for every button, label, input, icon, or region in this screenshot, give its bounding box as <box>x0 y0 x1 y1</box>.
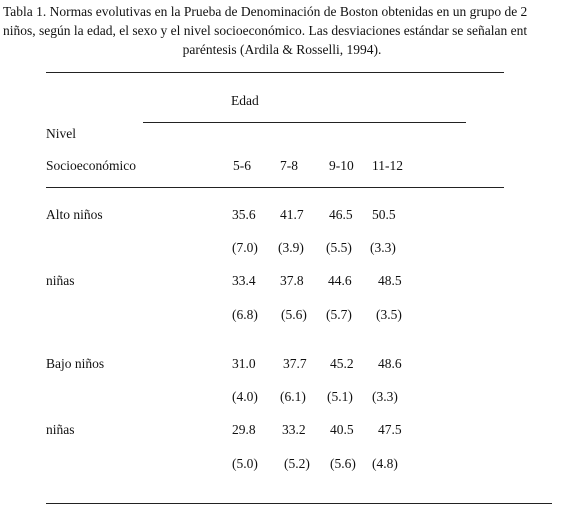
age-group-header: 5-6 <box>233 158 251 173</box>
row-label: niñas <box>46 273 75 288</box>
table-top-rule <box>46 72 504 73</box>
sd-cell: (6.1) <box>280 389 306 404</box>
mean-cell: 37.7 <box>283 356 307 371</box>
row-label: Bajo niños <box>46 356 105 371</box>
mean-cell: 50.5 <box>372 207 396 222</box>
sd-cell: (7.0) <box>232 240 258 255</box>
mean-cell: 33.4 <box>232 273 256 288</box>
edad-rule <box>143 122 466 123</box>
header-rule <box>46 187 504 188</box>
mean-cell: 46.5 <box>329 207 353 222</box>
row-label: niñas <box>46 422 75 437</box>
sd-cell: (6.8) <box>232 307 258 322</box>
mean-cell: 48.6 <box>378 356 402 371</box>
mean-cell: 45.2 <box>330 356 354 371</box>
mean-cell: 44.6 <box>328 273 352 288</box>
nivel-header: Nivel <box>46 126 76 141</box>
mean-cell: 40.5 <box>330 422 354 437</box>
mean-cell: 35.6 <box>232 207 256 222</box>
age-group-header: 11-12 <box>372 158 403 173</box>
socioeconomico-header: Socioeconómico <box>46 158 136 173</box>
mean-cell: 47.5 <box>378 422 402 437</box>
mean-cell: 37.8 <box>280 273 304 288</box>
sd-cell: (5.1) <box>327 389 353 404</box>
mean-cell: 48.5 <box>378 273 402 288</box>
row-label: Alto niños <box>46 207 103 222</box>
sd-cell: (3.3) <box>370 240 396 255</box>
mean-cell: 33.2 <box>282 422 306 437</box>
sd-cell: (5.7) <box>326 307 352 322</box>
edad-header: Edad <box>231 93 259 108</box>
sd-cell: (5.0) <box>232 456 258 471</box>
mean-cell: 31.0 <box>232 356 256 371</box>
sd-cell: (5.5) <box>326 240 352 255</box>
mean-cell: 41.7 <box>280 207 304 222</box>
age-group-header: 7-8 <box>280 158 298 173</box>
sd-cell: (5.2) <box>284 456 310 471</box>
age-group-header: 9-10 <box>329 158 354 173</box>
caption-line-1: Tabla 1. Normas evolutivas en la Prueba de Denominación de Boston obtenidas en un grupo de 2 <box>3 4 528 19</box>
mean-cell: 29.8 <box>232 422 256 437</box>
table-bottom-rule <box>46 503 552 504</box>
sd-cell: (5.6) <box>281 307 307 322</box>
sd-cell: (3.9) <box>278 240 304 255</box>
sd-cell: (4.0) <box>232 389 258 404</box>
sd-cell: (3.3) <box>372 389 398 404</box>
caption-line-2: niños, según la edad, el sexo y el nivel socioeconómico. Las desviaciones estándar se señalan ent <box>3 23 528 38</box>
sd-cell: (4.8) <box>372 456 398 471</box>
sd-cell: (5.6) <box>330 456 356 471</box>
caption-line-3: paréntesis (Ardila & Rosselli, 1994). <box>182 42 382 57</box>
sd-cell: (3.5) <box>376 307 402 322</box>
